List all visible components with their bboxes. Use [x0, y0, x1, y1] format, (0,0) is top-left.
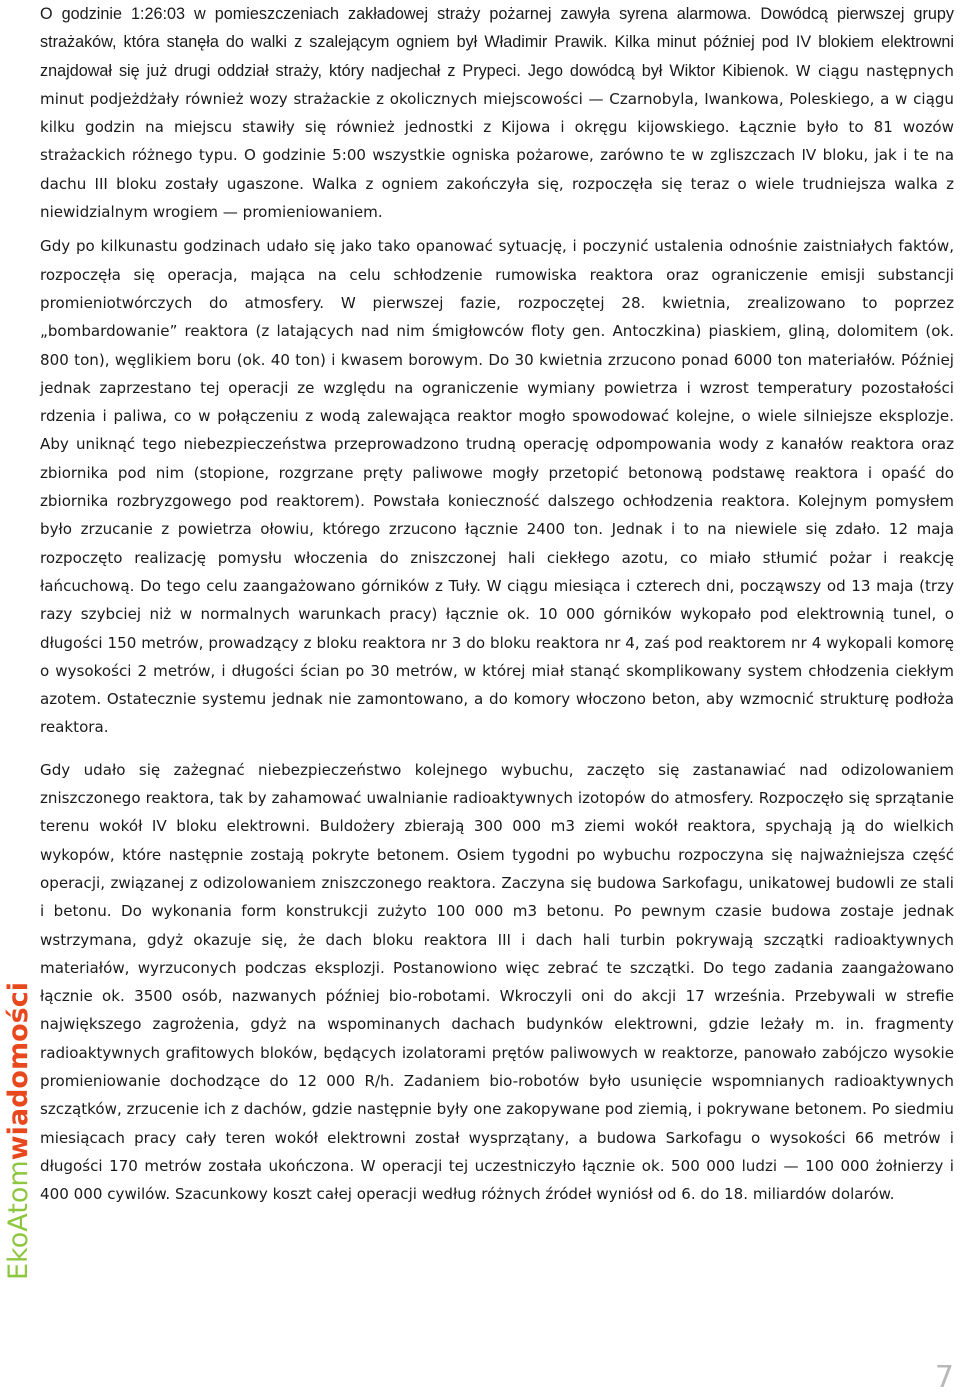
paragraph-continuation-text: W ciągu następnych minut podjeżdżały również wozy strażackie z okolicznych miejscowości — Czarnobyla, Iwankowa, Poleskiego, a w ciągu kilku godzin na miejscu stawiły się również jednostki z Kijowa i okręgu kijowskiego. Łącznie było to 81 wozów strażackich różnego typu. O godzinie 5:00 wszystkie ogniska pożarowe, zarówno te w zgliszczach IV bloku, jak i te na dachu III bloku zostały ugaszone. Walka z ogniem zakończyła się, rozpoczęła się teraz o wiele trudniejsza walka z niewidzialnym wrogiem — promieniowaniem.	[40, 61, 954, 222]
brand-name-ekoatom: EkoAtom	[3, 1160, 34, 1280]
brand-name-wiadomosci: wiadomości	[3, 982, 34, 1161]
paragraph-fire-response	[40, 0, 954, 226]
page-number: 7	[934, 1360, 954, 1395]
paragraph-reactor-cooling: Gdy po kilkunastu godzinach udało się jako tako opanować sytuację, i poczynić ustalenia odnośnie zaistniałych faktów, rozpoczęła się operacja, mająca na celu schłodzenie rumowiska reaktora oraz ograniczenie emisji substancji promieniotwórczych do atmosfery. W pierwszej fazie, rozpoczętej 28. kwietnia, zrealizowano to poprzez „bombardowanie” reaktora (z latających nad nim śmigłowców floty gen. Antoczkina) piaskiem, gliną, dolomitem (ok. 800 ton), węglikiem boru (ok. 40 ton) i kwasem borowym. Do 30 kwietnia zrzucono ponad 6000 ton materiałów. Później jednak zaprzestano tej operacji ze względu na ograniczenie wymiany powietrza i wzrost temperatury pozostałości rdzenia i paliwa, co w połączeniu z wodą zalewająca reaktor mogło spowodować kolejne, o wiele silniejsze eksplozje. Aby uniknąć tego niebezpieczeństwa przeprowadzono trudną operację odpompowania wody z kanałów reaktora oraz zbiornika pod nim (stopione, rozgrzane pręty paliwowe mogły przetopić betonową podstawę reaktora i opaść do zbiornika rozbryzgowego pod reaktorem). Powstała konieczność dalszego ochłodzenia reaktora. Kolejnym pomysłem było zrzucanie z powietrza ołowiu, którego zrzucono łącznie 2400 ton. Jednak i to na niewiele się zdało. 12 maja rozpoczęto realizację pomysłu włoczenia do zniszczonej hali ciekłego azotu, co miało stłumić pożar i reakcję łańcuchową. Do tego celu zaangażowano górników z Tuły. W ciągu miesiąca i czterech dni, począwszy od 13 maja (trzy razy szybciej niż w normalnych warunkach pracy) łącznie ok. 10 000 górników wykopało pod elektrownią tunel, o długości 150 metrów, prowadzący z bloku reaktora nr 3 do bloku reaktora nr 4, zaś pod reaktorem nr 4 wykopali komorę o wysokości 2 metrów, i długości ścian po 30 metrów, w której miał stanąć skomplikowany system chłodzenia ciekłym azotem. Ostatecznie systemu jednak nie zamontowano, a do komory włoczono beton, aby wzmocnić strukturę podłoża reaktora.	[40, 237, 954, 737]
paragraph-lead-text: O godzinie 1:26:03 w pomieszczeniach zakładowej straży pożarnej zawyła syrena alarmowa. Dowódcą pierwszej grupy strażaków, która stanęła do walki z szalejącym ogniem był Władimir Prawik. Kilka minut później pod IV blokiem elektrowni znajdował się już drugi oddział straży, który nadjechał z Prypeci. Jego dowódcą był Wiktor Kibienok.	[40, 5, 954, 80]
paragraph-sarcophagus: Gdy udało się zażegnać niebezpieczeństwo kolejnego wybuchu, zaczęto się zastanawiać nad odizolowaniem zniszczonego reaktora, tak by zahamować uwalnianie radioaktywnych izotopów do atmosfery. Rozpoczęło się sprzątanie terenu wokół IV bloku elektrowni. Buldożery zbierają 300 000 m3 ziemi wokół reaktora, spychają ją do wielkich wykopów, które następnie zostają pokryte betonem. Osiem tygodni po wybuchu rozpoczyna się najważniejsza część operacji, związanej z odizolowaniem zniszczonego reaktora. Zaczyna się budowa Sarkofagu, unikatowej budowli ze stali i betonu. Do wykonania form konstrukcji zużyto 100 000 m3 betonu. Po pewnym czasie budowa zostaje jednak wstrzymana, gdyż okazuje się, że dach bloku reaktora III i dach hali turbin pokrywają szczątki radioaktywnych materiałów, wyrzuconych podczas eksplozji. Postanowiono więc zebrać te szczątki. Do tego zadania zaangażowano łącznie ok. 3500 osób, nazwanych później bio-robotami. Wkroczyli oni do akcji 17 września. Przebywali w strefie największego zagrożenia, gdyż na wspominanych dachach budynków elektrowni, gdzie leżały m. in. fragmenty radioaktywnych grafitowych bloków, będących izolatorami prętów paliwowych w reaktorze, panowało zabójczo wysokie promieniowanie dochodzące do 12 000 R/h. Zadaniem bio-robotów było usunięcie wspomnianych radioaktywnych szczątków, zrzucenie ich z dachów, gdzie następnie były one zakopywane pod ziemią, i pokrywane betonem. Po siedmiu miesiącach pracy cały teren wokół elektrowni został wysprzątany, a budowa Sarkofagu o wysokości 66 metrów i długości 170 metrów została ukończona. W operacji tej uczestniczyło łącznie ok. 500 000 ludzi — 100 000 żołnierzy i 400 000 cywilów. Szacunkowy koszt całej operacji według różnych źródeł wyniósł od 6. do 18. miliardów dolarów.	[40, 760, 954, 1204]
brand-logo	[2, 982, 36, 1280]
article-body	[40, 0, 954, 1208]
